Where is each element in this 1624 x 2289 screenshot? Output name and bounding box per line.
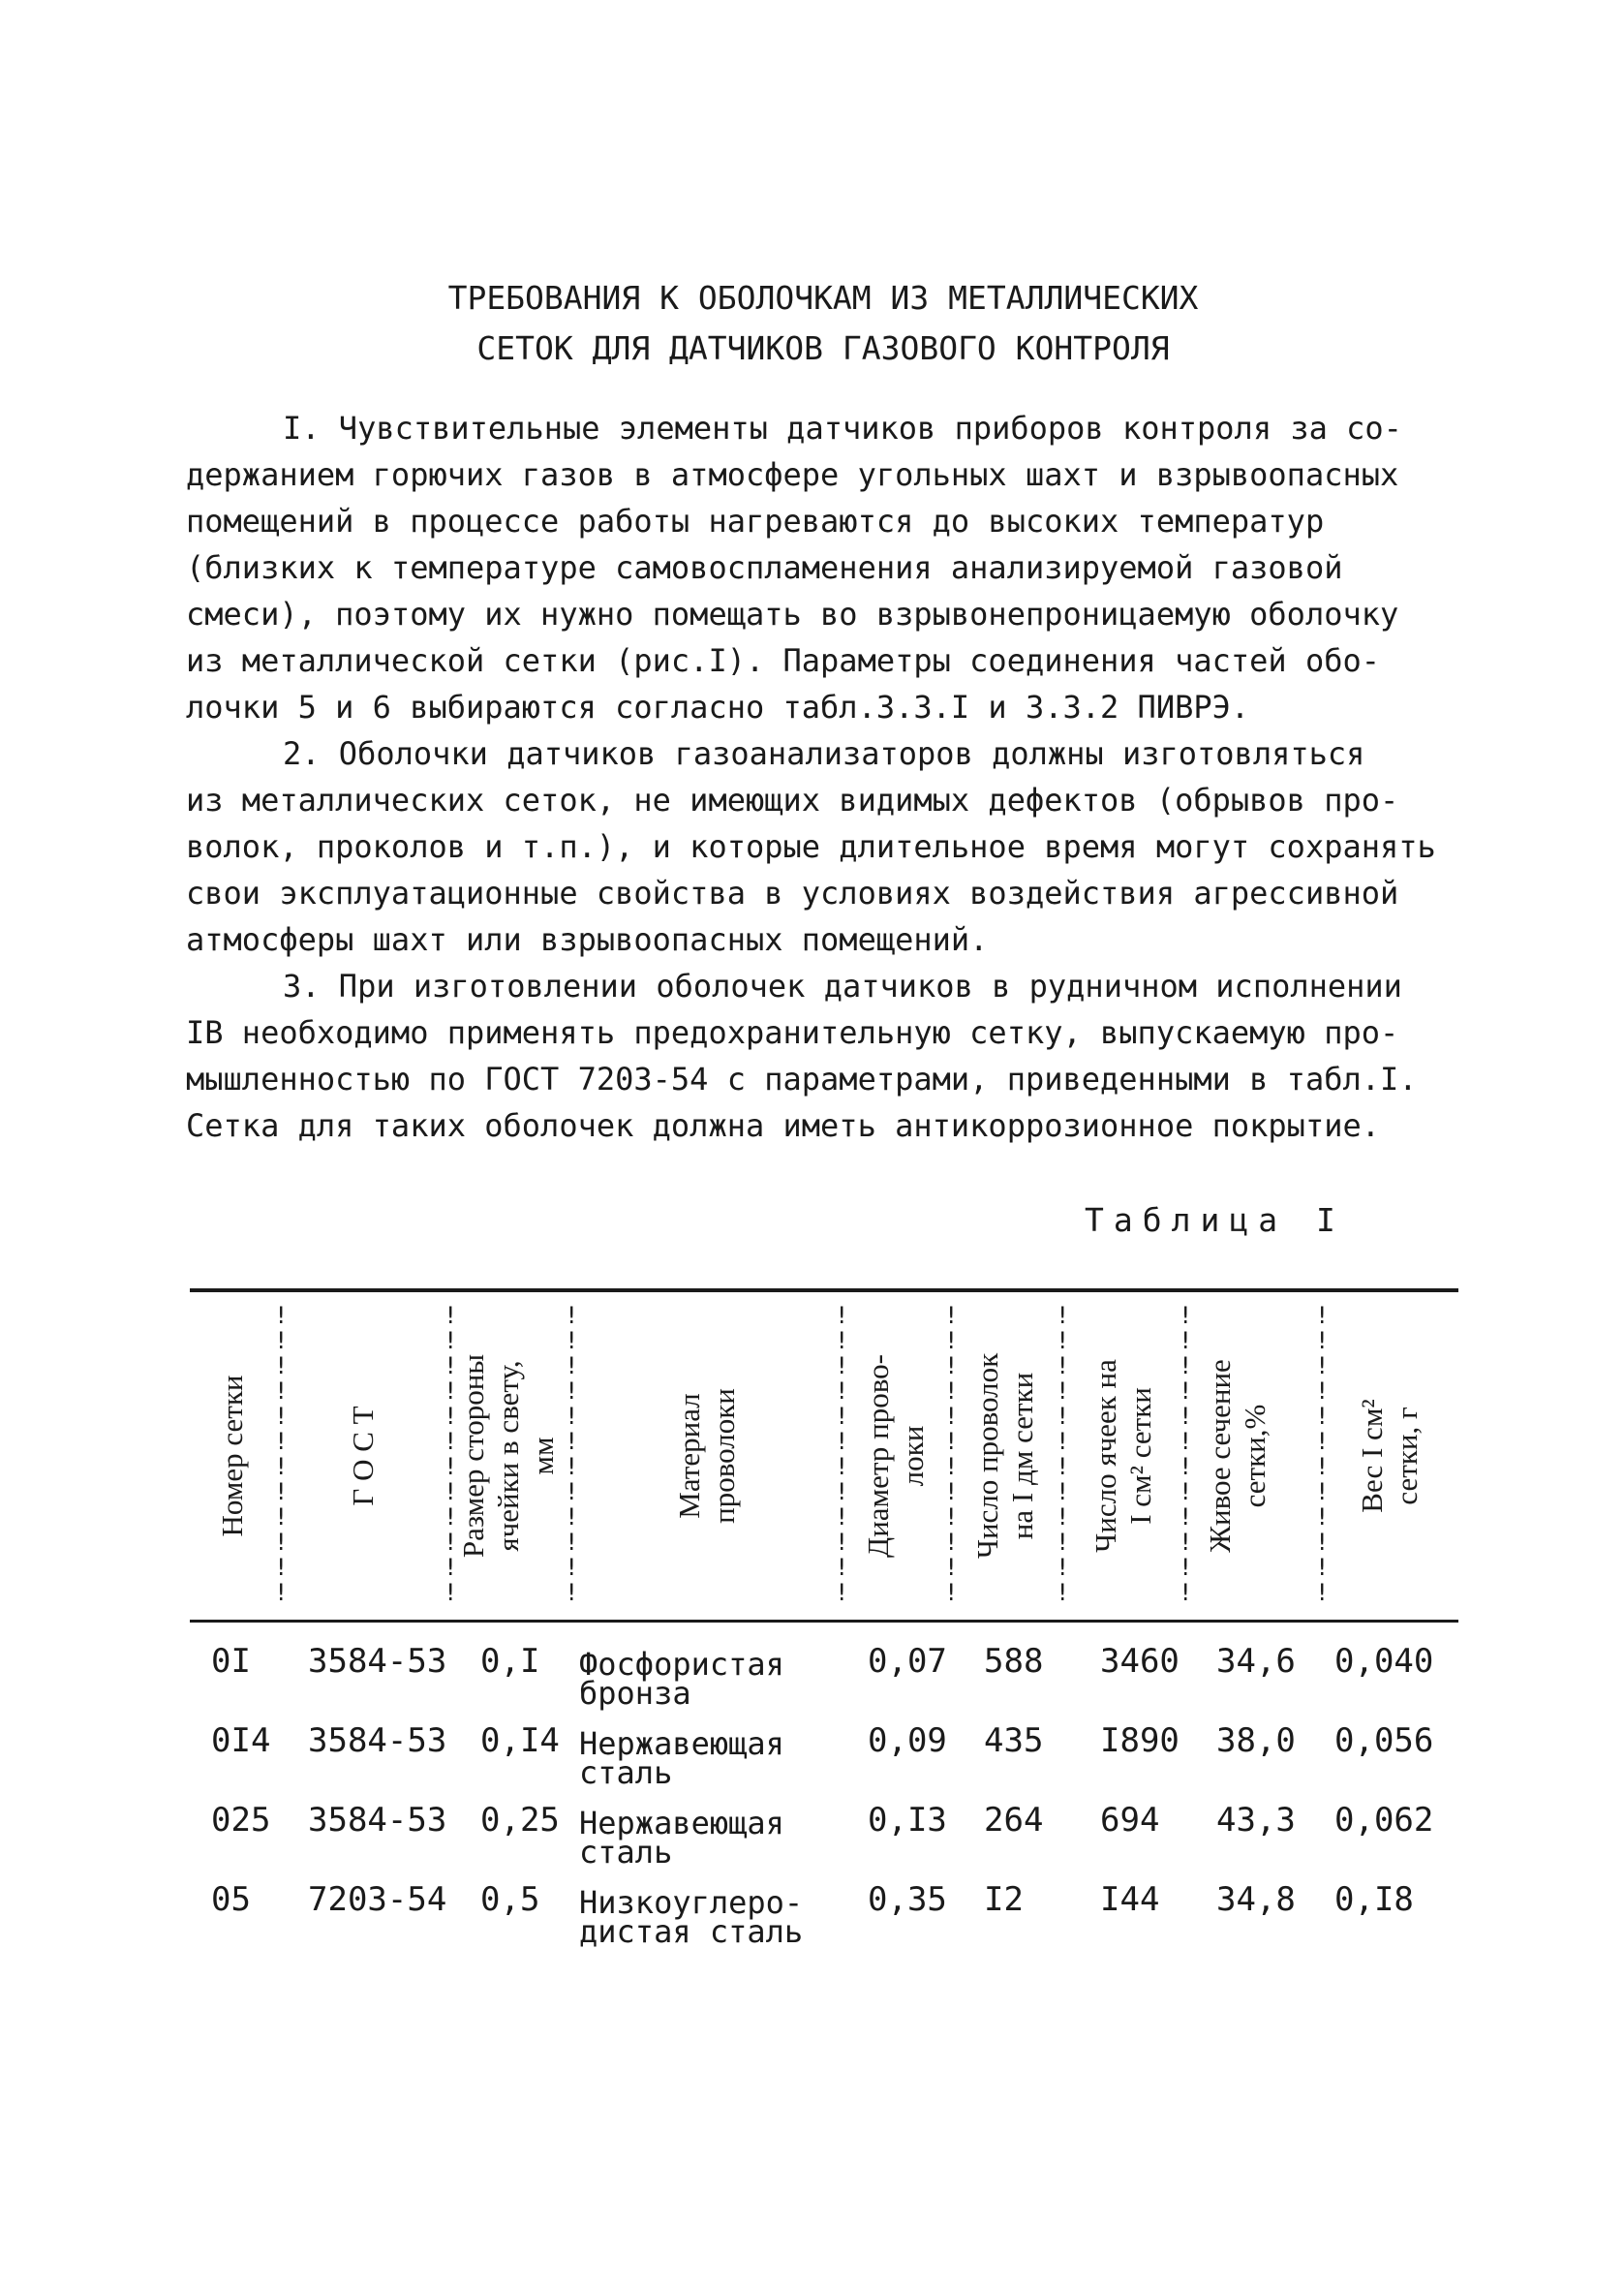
column-separator: ! ! ! ! ! ! ! ! ! ! ! !	[1056, 1303, 1069, 1606]
paragraph-line: I. Чувствительные элементы датчиков приборов контроля за со-	[283, 410, 1402, 447]
header-cells-per-cm2: Число ячеек на I см² сетки	[1088, 1359, 1157, 1553]
table-cell: 0I4	[211, 1721, 271, 1760]
title-line-2: СЕТОК ДЛЯ ДАТЧИКОВ ГАЗОВОГО КОНТРОЛЯ	[476, 329, 1170, 367]
table-cell: 435	[984, 1721, 1044, 1760]
table-cell: 0,056	[1334, 1721, 1434, 1760]
table-cell: 0,062	[1334, 1801, 1434, 1840]
table-cell: 0,I4	[480, 1721, 560, 1760]
table-cell: I890	[1100, 1721, 1180, 1760]
paragraph-line: из металлической сетки (рис.I). Параметры соединения частей обо-	[186, 642, 1380, 679]
header-wire-diameter: Диаметр прово- локи	[861, 1354, 930, 1558]
header-open-area: Живое сечение сетки,%	[1202, 1359, 1272, 1553]
header-gost: Г О С Т	[346, 1406, 380, 1506]
table-cell: 0,35	[868, 1880, 947, 1919]
table-cell: Нержавеющая сталь	[579, 1725, 784, 1791]
table-cell: 3584-53	[308, 1642, 447, 1681]
table-cell: 7203-54	[308, 1880, 447, 1919]
paragraph-line: Сетка для таких оболочек должна иметь антикоррозионное покрытие.	[186, 1107, 1380, 1144]
table-cell: 588	[984, 1642, 1044, 1681]
table-cell: 025	[211, 1801, 271, 1840]
table-cell: 34,6	[1216, 1642, 1296, 1681]
header-number: Номер сетки	[215, 1375, 249, 1537]
paragraph-line: из металлических сеток, не имеющих видимых дефектов (обрывов про-	[186, 782, 1399, 819]
paragraph-line: держанием горючих газов в атмосфере угольных шахт и взрывоопасных	[186, 456, 1399, 493]
table-cell: 694	[1100, 1801, 1160, 1840]
header-mesh-size: Размер стороны ячейки в свету, мм	[456, 1353, 560, 1559]
document-title	[368, 273, 1278, 374]
title-line-1: ТРЕБОВАНИЯ К ОБОЛОЧКАМ ИЗ МЕТАЛЛИЧЕСКИХ	[447, 279, 1199, 317]
table-cell: Фосфористая бронза	[579, 1646, 784, 1712]
table-cell: 0,I8	[1334, 1880, 1414, 1919]
paragraph-line: лочки 5 и 6 выбираются согласно табл.3.3.I и 3.3.2 ПИВРЭ.	[186, 689, 1250, 726]
column-separator: ! ! ! ! ! ! ! ! ! ! ! !	[444, 1303, 457, 1606]
table-cell: 43,3	[1216, 1801, 1296, 1840]
table-cell: Низкоуглеро- дистая сталь	[579, 1884, 804, 1950]
header-material: Материал проволоки	[672, 1388, 741, 1524]
table-cell: 0,I	[480, 1642, 540, 1681]
paragraph-line: атмосферы шахт или взрывоопасных помещений.	[186, 921, 989, 958]
table-cell: 264	[984, 1801, 1044, 1840]
paragraph-line: 3. При изготовлении оболочек датчиков в рудничном исполнении	[283, 968, 1402, 1005]
paragraph-line: помещений в процессе работы нагреваются до высоких температур	[186, 503, 1325, 540]
header-wires-per-dm: Число проволок на I дм сетки	[969, 1352, 1039, 1560]
paragraph-line: смеси), поэтому их нужно помещать во взрывонепроницаемую оболочку	[186, 596, 1399, 633]
table-cell: 0,25	[480, 1801, 560, 1840]
column-separator: ! ! ! ! ! ! ! ! ! ! ! !	[1315, 1303, 1329, 1606]
column-separator: ! ! ! ! ! ! ! ! ! ! ! !	[274, 1303, 288, 1606]
table-cell: I2	[984, 1880, 1024, 1919]
table-header-rule	[190, 1620, 1458, 1623]
table-cell: 0,5	[480, 1880, 540, 1919]
table-caption: Таблица I	[1085, 1201, 1345, 1239]
table-cell: 0,040	[1334, 1642, 1434, 1681]
column-separator: ! ! ! ! ! ! ! ! ! ! ! !	[565, 1303, 578, 1606]
column-separator: ! ! ! ! ! ! ! ! ! ! ! !	[1179, 1303, 1192, 1606]
table-cell: 3584-53	[308, 1801, 447, 1840]
table-cell: 34,8	[1216, 1880, 1296, 1919]
table-cell: 0,07	[868, 1642, 947, 1681]
paragraph-line: (близких к температуре самовоспламенения анализируемой газовой	[186, 549, 1343, 586]
table-cell: 0,09	[868, 1721, 947, 1760]
paragraph-line: свои эксплуатационные свойства в условиях воздействия агрессивной	[186, 875, 1399, 912]
table-cell: 3584-53	[308, 1721, 447, 1760]
table-cell: 05	[211, 1880, 251, 1919]
table-cell: 0,I3	[868, 1801, 947, 1840]
paragraph-line: волок, проколов и т.п.), и которые длительное время могут сохранять	[186, 828, 1436, 865]
column-separator: ! ! ! ! ! ! ! ! ! ! ! !	[835, 1303, 848, 1606]
paragraph-line: IВ необходимо применять предохранительную сетку, выпускаемую про-	[186, 1014, 1399, 1051]
table-top-rule	[190, 1288, 1458, 1292]
table-cell: I44	[1100, 1880, 1160, 1919]
table-cell: 3460	[1100, 1642, 1180, 1681]
body-text	[186, 405, 1464, 1149]
table-cell: 38,0	[1216, 1721, 1296, 1760]
paragraph-line: 2. Оболочки датчиков газоанализаторов должны изготовляться	[283, 735, 1365, 772]
header-weight: Вес I см² сетки, г	[1355, 1399, 1424, 1513]
paragraph-line: мышленностью по ГОСТ 7203-54 с параметрами, приведенными в табл.I.	[186, 1061, 1418, 1098]
table-cell: 0I	[211, 1642, 251, 1681]
table-cell: Нержавеющая сталь	[579, 1805, 784, 1871]
column-separator: ! ! ! ! ! ! ! ! ! ! ! !	[944, 1303, 958, 1606]
